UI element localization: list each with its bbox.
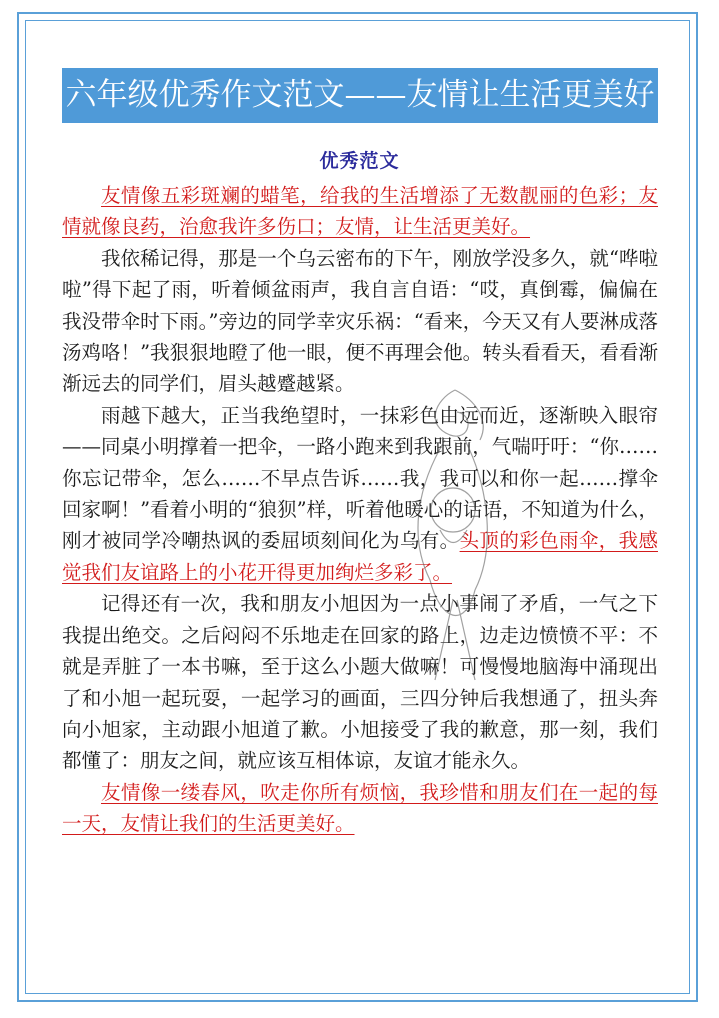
- paragraph-umbrella: [62, 400, 658, 588]
- highlight-sentence: 友情像五彩斑斓的蜡笔，给我的生活增添了无数靓丽的色彩；友情就像良药，治愈我许多伤口；友情，让生活更美好。: [62, 184, 658, 239]
- paragraph-quarrel: 记得还有一次，我和朋友小旭因为一点小事闹了矛盾，一气之下我提出绝交。之后闷闷不乐地走在回家的路上，边走边愤愤不平：不就是弄脏了一本书嘛，至于这么小题大做嘛！可慢慢地脑海中涌现出了和小旭一起玩耍，一起学习的画面，三四分钟后我想通了，扭头奔向小旭家，主动跟小旭道了歉。小旭接受了我的歉意，那一刻，我们都懂了：朋友之间，就应该互相体谅，友谊才能永久。: [62, 592, 658, 773]
- section-heading: 优秀范文: [319, 150, 400, 172]
- paragraph-text: 雨越下越大，正当我绝望时，一抹彩色由远而近，逐渐映入眼帘——同桌小明撑着一把伞，一路小跑来到我跟前，气喘吁吁：“你……你忘记带伞，怎么……不早点告诉……我，我可以和你一起……撑伞回家啊！”看着小明的“狼狈”样，听着他暖心的话语，不知道为什么，刚才被同学冷嘲热讽的委屈顷刻间化为乌有。: [62, 403, 658, 553]
- document-title: 六年级优秀作文范文——友情让生活更美好: [62, 68, 658, 123]
- highlight-sentence: 头顶的彩色雨伞，我感觉我们友谊路上的小花开得更加绚烂多彩了。: [62, 529, 658, 584]
- paragraph-intro: [62, 180, 658, 243]
- paragraph-rain-memory: 我依稀记得，那是一个乌云密布的下午，刚放学没多久，就“哗啦啦”得下起了雨，听着倾盆雨声，我自言自语：“哎，真倒霉，偏偏在我没带伞时下雨。”旁边的同学幸灾乐祸：“看来，今天又有人要淋成落汤鸡咯！”我狠狠地瞪了他一眼，便不再理会他。转头看看天，看看渐渐远去的同学们，眉头越蹙越紧。: [62, 246, 658, 396]
- article-body: [62, 180, 658, 840]
- paragraph-conclusion: [62, 777, 658, 840]
- highlight-sentence: 友情像一缕春风，吹走你所有烦恼，我珍惜和朋友们在一起的每一天，友情让我们的生活更美好。: [62, 780, 658, 836]
